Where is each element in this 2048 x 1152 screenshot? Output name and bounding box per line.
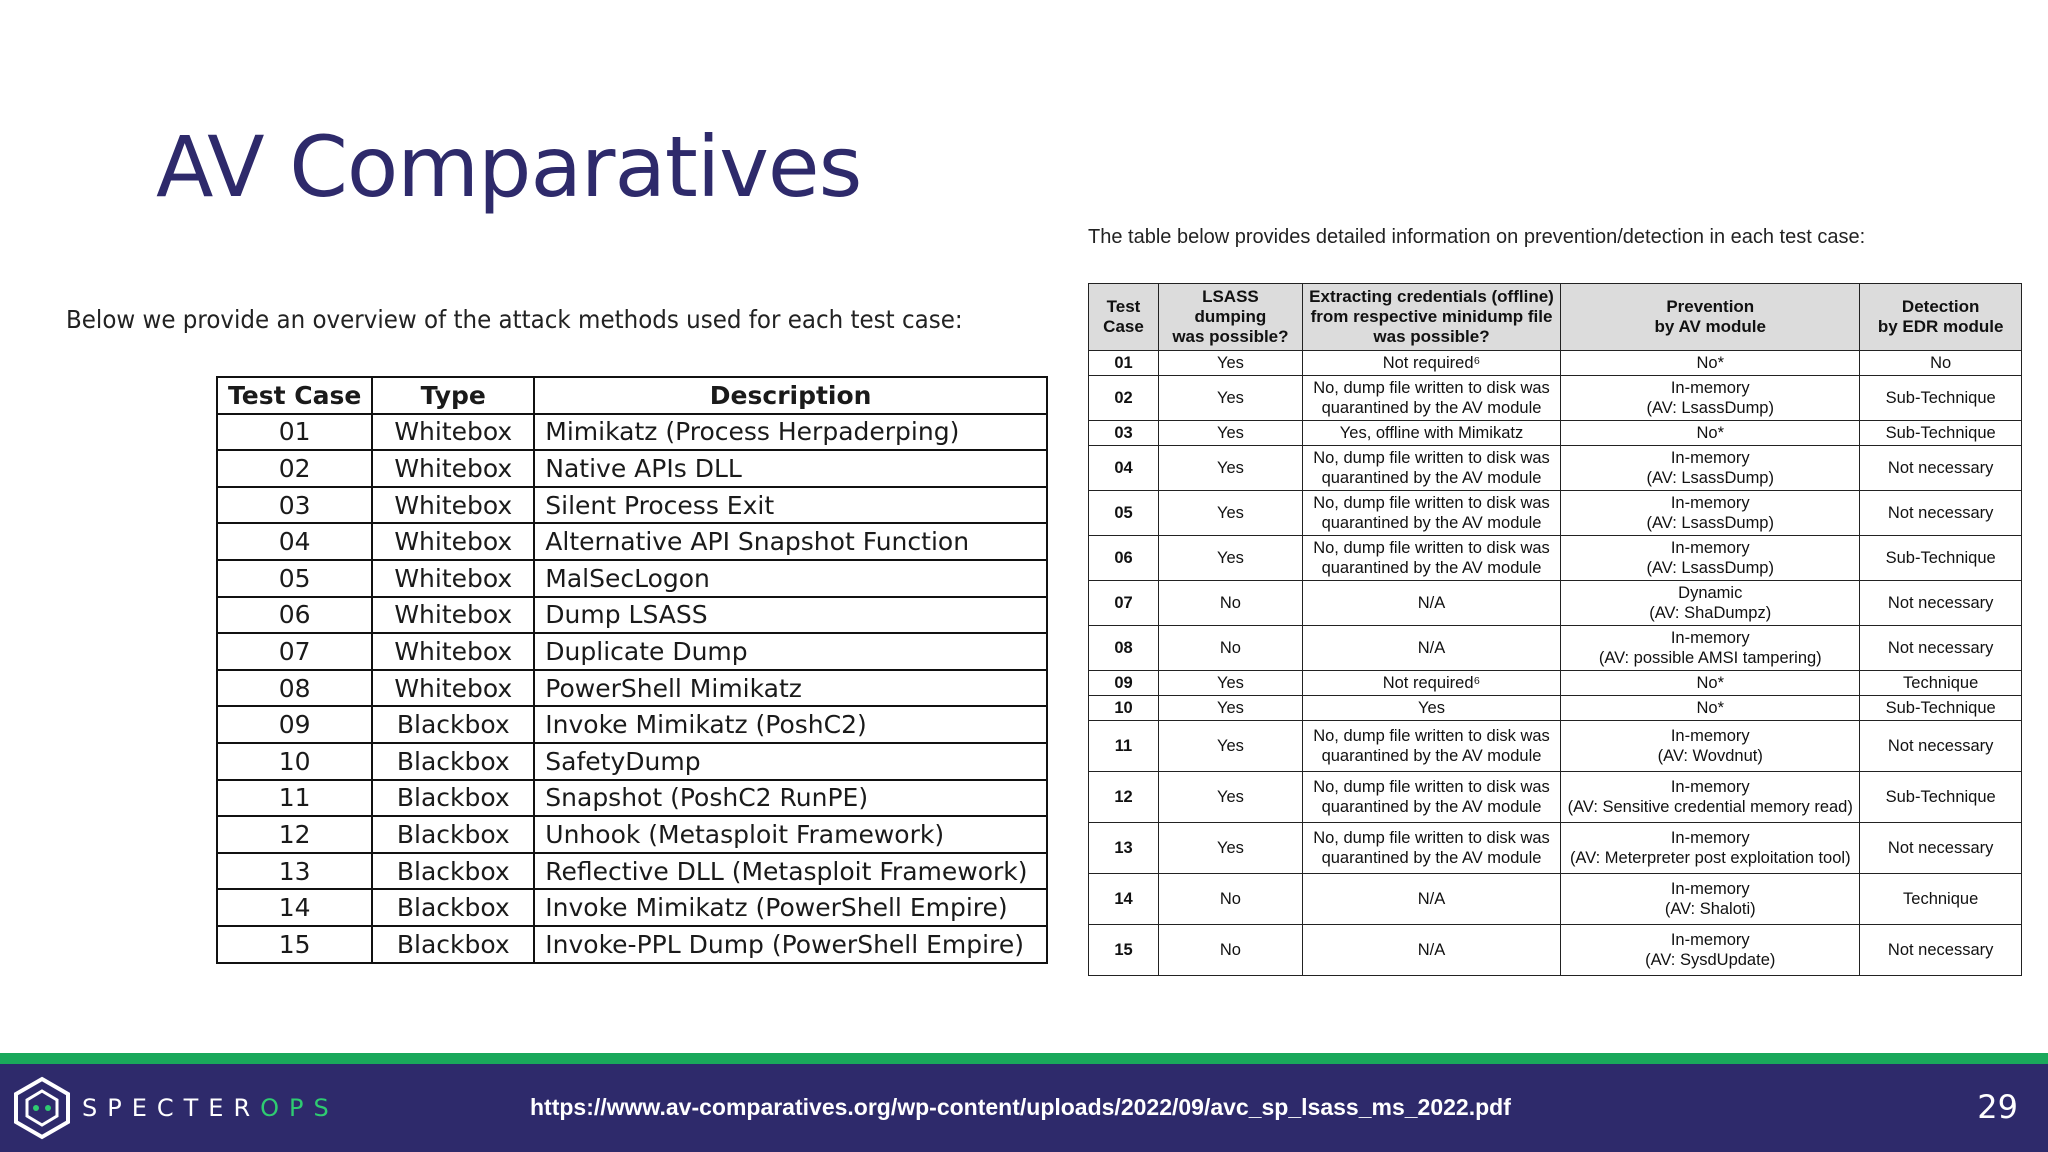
table-row — [217, 853, 1047, 890]
lsass-cell: No — [1159, 874, 1303, 925]
test-case-cell: 14 — [217, 889, 372, 926]
test-case-cell: 10 — [217, 743, 372, 780]
prevention-line: Dynamic — [1678, 584, 1743, 602]
table-row — [217, 597, 1047, 634]
lsass-cell: Yes — [1159, 721, 1303, 772]
table-row — [1089, 446, 2022, 491]
extract-cell — [1302, 446, 1560, 491]
table-row — [1089, 626, 2022, 671]
test-case-cell: 07 — [1089, 581, 1159, 626]
description-cell: Invoke Mimikatz (PowerShell Empire) — [534, 889, 1047, 926]
detection-header-cell — [1159, 284, 1303, 351]
header-line: Case — [1103, 317, 1144, 336]
prevention-line: (AV: possible AMSI tampering) — [1598, 649, 1822, 667]
prevention-cell — [1561, 376, 1860, 421]
prevention-cell — [1561, 351, 1860, 376]
test-case-cell: 03 — [217, 487, 372, 524]
type-cell: Blackbox — [372, 743, 534, 780]
test-case-cell: 01 — [217, 414, 372, 451]
prevention-cell — [1561, 874, 1860, 925]
test-case-cell: 15 — [217, 926, 372, 963]
detection-cell: Sub-Technique — [1860, 421, 2022, 446]
type-cell: Whitebox — [372, 597, 534, 634]
test-case-cell: 02 — [1089, 376, 1159, 421]
extract-line: quarantined by the AV module — [1321, 514, 1542, 532]
test-case-cell: 01 — [1089, 351, 1159, 376]
slide-title: AV Comparatives — [156, 118, 862, 216]
extract-line: quarantined by the AV module — [1321, 469, 1542, 487]
description-cell: Invoke Mimikatz (PoshC2) — [534, 706, 1047, 743]
prevention-line: (AV: LsassDump) — [1646, 469, 1774, 487]
extract-cell — [1302, 925, 1560, 976]
extract-line: No, dump file written to disk was — [1313, 778, 1550, 796]
prevention-cell — [1561, 721, 1860, 772]
type-cell: Whitebox — [372, 670, 534, 707]
lsass-cell: Yes — [1159, 772, 1303, 823]
extract-cell — [1302, 421, 1560, 446]
extract-line: quarantined by the AV module — [1321, 399, 1542, 417]
test-case-cell: 14 — [1089, 874, 1159, 925]
test-case-cell: 11 — [1089, 721, 1159, 772]
extract-line: No, dump file written to disk was — [1313, 829, 1550, 847]
extract-cell — [1302, 721, 1560, 772]
header-line: was possible? — [1172, 327, 1289, 346]
prevention-line: (AV: Sensitive credential memory read) — [1567, 798, 1853, 816]
accent-bar — [0, 1053, 2048, 1064]
extract-line: Yes — [1418, 699, 1445, 717]
test-case-cell: 07 — [217, 633, 372, 670]
detection-cell: Not necessary — [1860, 626, 2022, 671]
attack-table-header-row — [217, 377, 1047, 414]
lsass-cell: Yes — [1159, 823, 1303, 874]
header-line: by EDR module — [1877, 317, 2004, 336]
description-cell: Alternative API Snapshot Function — [534, 523, 1047, 560]
table-row — [1089, 536, 2022, 581]
table-row — [217, 816, 1047, 853]
extract-line: quarantined by the AV module — [1321, 849, 1542, 867]
detection-table — [1088, 283, 2022, 976]
detection-cell: Not necessary — [1860, 446, 2022, 491]
extract-cell — [1302, 772, 1560, 823]
prevention-line: In-memory — [1670, 629, 1750, 647]
test-case-cell: 12 — [217, 816, 372, 853]
source-url[interactable]: https://www.av-comparatives.org/wp-content/uploads/2022/09/avc_sp_lsass_ms_2022.pdf — [530, 1094, 1511, 1120]
extract-line: N/A — [1417, 941, 1446, 959]
test-case-cell: 12 — [1089, 772, 1159, 823]
extract-line: No, dump file written to disk was — [1313, 449, 1550, 467]
header-description: Description — [534, 377, 1047, 414]
test-case-cell: 06 — [1089, 536, 1159, 581]
lsass-cell: No — [1159, 581, 1303, 626]
type-cell: Blackbox — [372, 889, 534, 926]
lsass-cell: Yes — [1159, 351, 1303, 376]
type-cell: Whitebox — [372, 633, 534, 670]
extract-cell — [1302, 351, 1560, 376]
table-row — [217, 560, 1047, 597]
header-type: Type — [372, 377, 534, 414]
lsass-cell: Yes — [1159, 491, 1303, 536]
prevention-line: In-memory — [1670, 727, 1750, 745]
table-row — [1089, 351, 2022, 376]
table-row — [1089, 421, 2022, 446]
prevention-line: (AV: Meterpreter post exploitation tool) — [1569, 849, 1851, 867]
prevention-cell — [1561, 581, 1860, 626]
extract-cell — [1302, 696, 1560, 721]
prevention-line: No* — [1696, 674, 1725, 692]
header-line: Prevention — [1666, 297, 1755, 316]
test-case-cell: 04 — [217, 523, 372, 560]
table-row — [217, 889, 1047, 926]
prevention-line: (AV: ShaDumpz) — [1649, 604, 1772, 622]
extract-cell — [1302, 671, 1560, 696]
detection-header-cell — [1860, 284, 2022, 351]
table-row — [1089, 874, 2022, 925]
header-line: Test — [1106, 297, 1141, 316]
extract-cell — [1302, 491, 1560, 536]
table-row — [1089, 491, 2022, 536]
test-case-cell: 06 — [217, 597, 372, 634]
test-case-cell: 13 — [217, 853, 372, 890]
extract-line: Yes, offline with Mimikatz — [1339, 424, 1524, 442]
prevention-cell — [1561, 671, 1860, 696]
header-line: dumping — [1194, 307, 1267, 326]
prevention-line: In-memory — [1670, 539, 1750, 557]
brand-accent: OPS — [260, 1094, 339, 1122]
prevention-line: In-memory — [1670, 931, 1750, 949]
type-cell: Blackbox — [372, 853, 534, 890]
table-row — [217, 780, 1047, 817]
prevention-cell — [1561, 536, 1860, 581]
lsass-cell: Yes — [1159, 446, 1303, 491]
description-cell: Duplicate Dump — [534, 633, 1047, 670]
prevention-line: (AV: Wovdnut) — [1657, 747, 1763, 765]
test-case-cell: 05 — [1089, 491, 1159, 536]
test-case-cell: 08 — [217, 670, 372, 707]
test-case-cell: 13 — [1089, 823, 1159, 874]
header-line: by AV module — [1654, 317, 1766, 336]
page-number: 29 — [1977, 1088, 2018, 1126]
extract-cell — [1302, 536, 1560, 581]
extract-line: N/A — [1417, 639, 1446, 657]
prevention-line: (AV: LsassDump) — [1646, 559, 1774, 577]
extract-cell — [1302, 874, 1560, 925]
extract-line: No, dump file written to disk was — [1313, 727, 1550, 745]
table-row — [1089, 671, 2022, 696]
type-cell: Blackbox — [372, 706, 534, 743]
extract-cell — [1302, 581, 1560, 626]
specterops-logo-icon — [12, 1076, 72, 1140]
prevention-line: In-memory — [1670, 494, 1750, 512]
table-row — [217, 743, 1047, 780]
detection-cell: Sub-Technique — [1860, 376, 2022, 421]
extract-line: N/A — [1417, 594, 1446, 612]
attack-table-intro: Below we provide an overview of the attack methods used for each test case: — [66, 305, 963, 334]
prevention-line: (AV: SysdUpdate) — [1645, 951, 1776, 969]
prevention-cell — [1561, 823, 1860, 874]
extract-line: No, dump file written to disk was — [1313, 379, 1550, 397]
prevention-line: In-memory — [1670, 449, 1750, 467]
extract-line: quarantined by the AV module — [1321, 798, 1542, 816]
description-cell: MalSecLogon — [534, 560, 1047, 597]
lsass-cell: Yes — [1159, 696, 1303, 721]
test-case-cell: 05 — [217, 560, 372, 597]
prevention-cell — [1561, 925, 1860, 976]
extract-cell — [1302, 626, 1560, 671]
detection-cell: Not necessary — [1860, 823, 2022, 874]
detection-header-cell — [1561, 284, 1860, 351]
table-row — [1089, 721, 2022, 772]
type-cell: Whitebox — [372, 414, 534, 451]
extract-line: Not required⁶ — [1382, 354, 1481, 372]
test-case-cell: 15 — [1089, 925, 1159, 976]
test-case-cell: 11 — [217, 780, 372, 817]
table-row — [217, 523, 1047, 560]
prevention-cell — [1561, 446, 1860, 491]
description-cell: Mimikatz (Process Herpaderping) — [534, 414, 1047, 451]
lsass-cell: Yes — [1159, 421, 1303, 446]
table-row — [217, 450, 1047, 487]
extract-line: Not required⁶ — [1382, 674, 1481, 692]
test-case-cell: 09 — [217, 706, 372, 743]
prevention-line: In-memory — [1670, 379, 1750, 397]
table-row — [1089, 823, 2022, 874]
prevention-cell — [1561, 421, 1860, 446]
detection-table-intro: The table below provides detailed information on prevention/detection in each test case: — [1088, 226, 1866, 248]
type-cell: Blackbox — [372, 926, 534, 963]
description-cell: PowerShell Mimikatz — [534, 670, 1047, 707]
test-case-cell: 03 — [1089, 421, 1159, 446]
detection-cell: Not necessary — [1860, 491, 2022, 536]
prevention-line: In-memory — [1670, 829, 1750, 847]
header-line: LSASS — [1202, 287, 1259, 306]
type-cell: Whitebox — [372, 560, 534, 597]
description-cell: Native APIs DLL — [534, 450, 1047, 487]
test-case-cell: 04 — [1089, 446, 1159, 491]
description-cell: Invoke-PPL Dump (PowerShell Empire) — [534, 926, 1047, 963]
table-row — [1089, 925, 2022, 976]
description-cell: Silent Process Exit — [534, 487, 1047, 524]
detection-table-header-row — [1089, 284, 2022, 351]
prevention-cell — [1561, 626, 1860, 671]
detection-cell: Technique — [1860, 671, 2022, 696]
extract-cell — [1302, 823, 1560, 874]
lsass-cell: No — [1159, 925, 1303, 976]
type-cell: Blackbox — [372, 816, 534, 853]
lsass-cell: Yes — [1159, 536, 1303, 581]
table-row — [1089, 581, 2022, 626]
table-row — [217, 633, 1047, 670]
prevention-line: In-memory — [1670, 880, 1750, 898]
type-cell: Whitebox — [372, 450, 534, 487]
detection-cell: Technique — [1860, 874, 2022, 925]
table-row — [1089, 696, 2022, 721]
description-cell: Dump LSASS — [534, 597, 1047, 634]
detection-cell: Not necessary — [1860, 581, 2022, 626]
detection-cell: Sub-Technique — [1860, 772, 2022, 823]
type-cell: Whitebox — [372, 523, 534, 560]
header-test-case: Test Case — [217, 377, 372, 414]
table-row — [217, 670, 1047, 707]
description-cell: Snapshot (PoshC2 RunPE) — [534, 780, 1047, 817]
prevention-line: No* — [1696, 699, 1725, 717]
table-row — [1089, 772, 2022, 823]
brand-name — [82, 1094, 339, 1122]
type-cell: Blackbox — [372, 780, 534, 817]
prevention-line: (AV: LsassDump) — [1646, 514, 1774, 532]
description-cell: Reflective DLL (Metasploit Framework) — [534, 853, 1047, 890]
prevention-line: No* — [1696, 424, 1725, 442]
detection-cell: Not necessary — [1860, 925, 2022, 976]
prevention-cell — [1561, 772, 1860, 823]
description-cell: Unhook (Metasploit Framework) — [534, 816, 1047, 853]
detection-cell: Not necessary — [1860, 721, 2022, 772]
lsass-cell: Yes — [1159, 671, 1303, 696]
prevention-line: (AV: Shaloti) — [1664, 900, 1756, 918]
prevention-line: In-memory — [1670, 778, 1750, 796]
prevention-cell — [1561, 696, 1860, 721]
attack-methods-table — [216, 376, 1048, 964]
table-row — [1089, 376, 2022, 421]
table-row — [217, 414, 1047, 451]
table-row — [217, 706, 1047, 743]
header-line: was possible? — [1373, 327, 1490, 346]
detection-header-cell — [1089, 284, 1159, 351]
test-case-cell: 10 — [1089, 696, 1159, 721]
prevention-cell — [1561, 491, 1860, 536]
lsass-cell: Yes — [1159, 376, 1303, 421]
brand-main: SPECTER — [82, 1094, 261, 1122]
table-row — [217, 487, 1047, 524]
prevention-line: (AV: LsassDump) — [1646, 399, 1774, 417]
extract-line: No, dump file written to disk was — [1313, 539, 1550, 557]
extract-line: quarantined by the AV module — [1321, 747, 1542, 765]
test-case-cell: 08 — [1089, 626, 1159, 671]
header-line: Extracting credentials (offline) — [1309, 287, 1554, 306]
extract-line: N/A — [1417, 890, 1446, 908]
extract-cell — [1302, 376, 1560, 421]
detection-cell: Sub-Technique — [1860, 536, 2022, 581]
detection-cell: No — [1860, 351, 2022, 376]
extract-line: No, dump file written to disk was — [1313, 494, 1550, 512]
description-cell: SafetyDump — [534, 743, 1047, 780]
prevention-line: No* — [1696, 354, 1725, 372]
type-cell: Whitebox — [372, 487, 534, 524]
detection-header-cell — [1302, 284, 1560, 351]
test-case-cell: 02 — [217, 450, 372, 487]
extract-line: quarantined by the AV module — [1321, 559, 1542, 577]
header-line: Detection — [1901, 297, 1980, 316]
table-row — [217, 926, 1047, 963]
test-case-cell: 09 — [1089, 671, 1159, 696]
lsass-cell: No — [1159, 626, 1303, 671]
header-line: from respective minidump file — [1310, 307, 1553, 326]
detection-cell: Sub-Technique — [1860, 696, 2022, 721]
